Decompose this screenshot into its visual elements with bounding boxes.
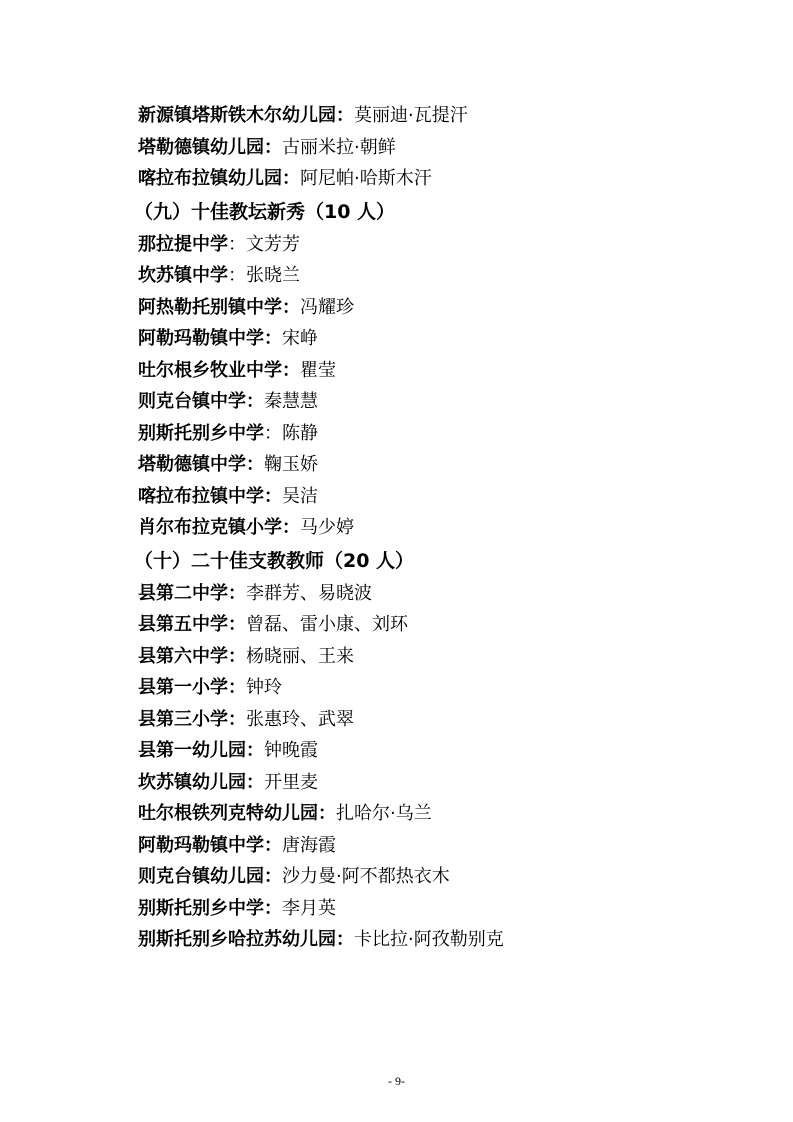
teacher-name: 钟晚霞	[264, 740, 318, 761]
school-name: 新源镇塔斯铁木尔幼儿园：	[138, 105, 354, 126]
list-item	[138, 100, 758, 132]
school-name: 肖尔布拉克镇小学：	[138, 517, 300, 538]
school-name: 别斯托别乡哈拉苏幼儿园：	[138, 929, 354, 950]
list-item	[138, 861, 758, 893]
school-name: 县第二中学：	[138, 582, 246, 604]
list-item	[138, 924, 758, 956]
teacher-name: 鞠玉娇	[264, 454, 318, 475]
list-item	[138, 260, 758, 292]
list-item	[138, 323, 758, 355]
school-name: 别斯托别乡中学：	[138, 897, 282, 919]
school-name: 吐尔根乡牧业中学：	[138, 359, 300, 381]
teacher-name: 开里麦	[264, 771, 318, 793]
list-item	[138, 767, 758, 799]
teacher-name: 杨晓丽、王来	[246, 645, 354, 667]
teacher-name: ：张晓兰	[228, 265, 300, 286]
teacher-name: ：文芳芳	[228, 233, 300, 255]
teacher-name: 李月英	[282, 897, 336, 919]
section-heading: （十）二十佳支教教师（20 人）	[134, 549, 415, 572]
page-number: - 9-	[388, 1074, 405, 1088]
teacher-name: 冯耀珍	[300, 296, 354, 318]
school-name: 县第五中学：	[138, 614, 246, 635]
school-name: 塔勒德镇幼儿园：	[138, 136, 282, 158]
school-name: 喀拉布拉镇幼儿园：	[138, 168, 300, 189]
teacher-name: 宋峥	[282, 328, 318, 349]
list-item	[138, 449, 758, 481]
list-item	[138, 609, 758, 641]
list-item	[138, 512, 758, 544]
school-name: 则克台镇中学：	[138, 391, 264, 412]
teacher-name: 吴洁	[282, 485, 318, 507]
school-name: 坎苏镇中学	[138, 265, 228, 286]
list-item	[138, 798, 758, 830]
list-item	[138, 386, 758, 418]
teacher-name: ：陈静	[264, 422, 318, 444]
list-item	[138, 893, 758, 925]
school-name: 吐尔根铁列克特幼儿园：	[138, 803, 336, 824]
list-item	[138, 355, 758, 387]
teacher-name: 马少婷	[300, 517, 354, 538]
list-item	[138, 735, 758, 767]
award-list	[134, 100, 758, 956]
teacher-name: 曾磊、雷小康、刘环	[246, 614, 408, 635]
teacher-name: 卡比拉·阿孜勒别克	[354, 929, 504, 950]
section-heading: （九）十佳教坛新秀（10 人）	[134, 200, 396, 223]
list-item	[138, 830, 758, 862]
list-item	[138, 132, 758, 164]
list-item	[138, 578, 758, 610]
list-item	[138, 704, 758, 736]
school-name: 坎苏镇幼儿园：	[138, 771, 264, 793]
teacher-name: 秦慧慧	[264, 391, 318, 412]
school-name: 那拉提中学	[138, 233, 228, 255]
list-item	[138, 292, 758, 324]
teacher-name: 钟玲	[246, 677, 282, 698]
school-name: 县第一小学：	[138, 677, 246, 698]
teacher-name: 沙力曼·阿不都热衣木	[282, 866, 450, 887]
list-item	[138, 418, 758, 450]
school-name: 县第一幼儿园：	[138, 740, 264, 761]
school-name: 县第六中学：	[138, 645, 246, 667]
teacher-name: 阿尼帕·哈斯木汗	[300, 168, 432, 189]
school-name: 阿热勒托别镇中学：	[138, 296, 300, 318]
list-item	[138, 672, 758, 704]
list-item	[138, 229, 758, 261]
school-name: 阿勒玛勒镇中学：	[138, 328, 282, 349]
list-item	[138, 163, 758, 195]
teacher-name: 李群芳、易晓波	[246, 582, 372, 604]
school-name: 阿勒玛勒镇中学：	[138, 834, 282, 856]
school-name: 喀拉布拉镇中学：	[138, 485, 282, 507]
teacher-name: 莫丽迪·瓦提汗	[354, 105, 468, 126]
teacher-name: 古丽米拉·朝鲜	[282, 136, 396, 158]
school-name: 县第三小学：	[138, 708, 246, 730]
school-name: 则克台镇幼儿园：	[138, 866, 282, 887]
teacher-name: 唐海霞	[282, 834, 336, 856]
school-name: 塔勒德镇中学：	[138, 454, 264, 475]
school-name: 别斯托别乡中学	[138, 422, 264, 444]
teacher-name: 扎哈尔·乌兰	[336, 803, 432, 824]
teacher-name: 瞿莹	[300, 359, 336, 381]
list-item	[138, 481, 758, 513]
list-item	[138, 641, 758, 673]
teacher-name: 张惠玲、武翠	[246, 708, 354, 730]
